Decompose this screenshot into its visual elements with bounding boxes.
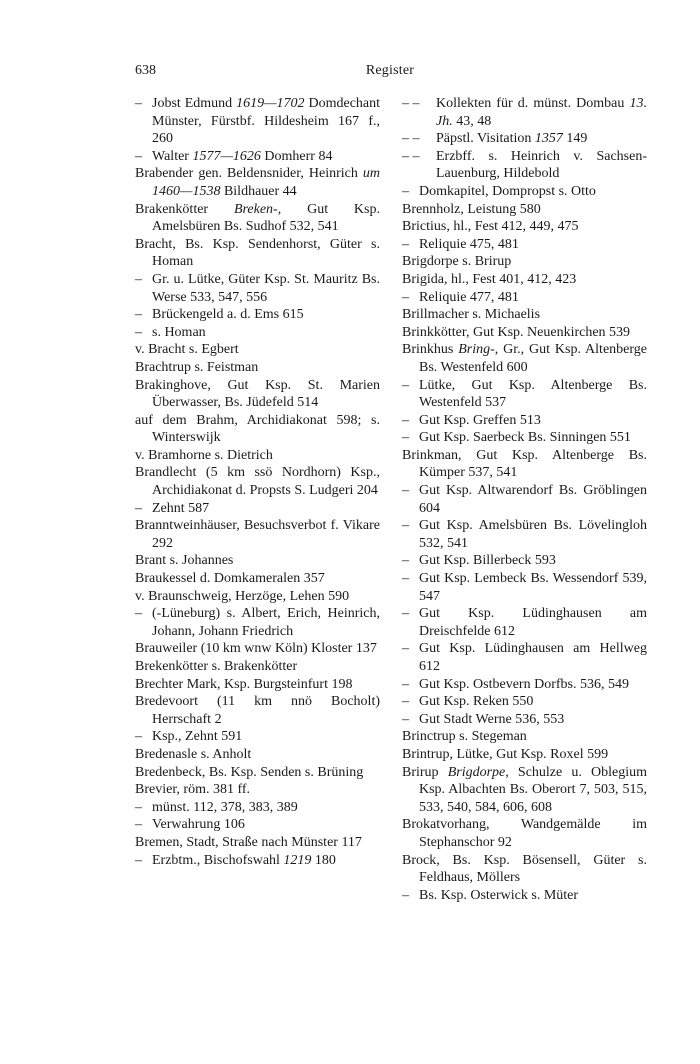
- index-entry: [135, 676, 380, 694]
- entry-text: Brachtrup s. Feistman: [135, 359, 259, 375]
- index-entry: [135, 834, 380, 852]
- index-entry: [135, 271, 380, 306]
- index-entry: [402, 852, 647, 887]
- entry-text: Bredenasle s. Anholt: [135, 746, 252, 762]
- index-entry: [402, 640, 647, 675]
- entry-text: Brirup: [402, 764, 448, 780]
- repeat-dash: –: [135, 500, 142, 516]
- entry-text: 180: [311, 852, 336, 868]
- index-entry: [402, 693, 647, 711]
- index-entry: [135, 693, 380, 728]
- entry-text: Brakinghove, Gut Ksp. St. Marien Überwasser, Bs. Jüdefeld 514: [135, 377, 380, 411]
- index-entry: [135, 412, 380, 447]
- index-entry: [402, 236, 647, 254]
- index-entry: [402, 324, 647, 342]
- entry-text: Gut Stadt Werne 536, 553: [419, 711, 565, 727]
- entry-text: , Gr., Gut Ksp. Altenberge Bs. Westenfeld 600: [419, 342, 647, 375]
- index-entry: [402, 552, 647, 570]
- index-entry: [402, 253, 647, 271]
- entry-text: Gut Ksp. Greffen 513: [419, 412, 541, 428]
- entry-text: v. Bracht s. Egbert: [135, 342, 239, 358]
- repeat-dash: –: [402, 412, 409, 428]
- entry-text: Gut Ksp. Lüdinghausen am Dreischfelde 612: [419, 606, 647, 639]
- index-entry: [402, 148, 647, 183]
- entry-text: Bredevoort (11 km nnö Bocholt) Herrschaft 2: [135, 694, 380, 727]
- italic-text: Breken-: [233, 201, 278, 217]
- index-entry: [135, 728, 380, 746]
- index-entry: [402, 306, 647, 324]
- index-entry: [135, 816, 380, 834]
- entry-text: Erzbff. s. Heinrich v. Sachsen-Lauenburg, Hildebold: [436, 148, 647, 182]
- repeat-dash: –: [135, 799, 142, 815]
- repeat-dash-double: – –: [402, 96, 420, 111]
- index-entry: [135, 201, 380, 236]
- entry-text: Gut Ksp. Lembeck Bs. Wessendorf 539, 547: [419, 571, 647, 604]
- entry-text: Verwahrung 106: [152, 817, 245, 833]
- italic-text: 1577—1626: [192, 148, 261, 164]
- index-entry: [135, 781, 380, 799]
- entry-text: Brictius, hl., Fest 412, 449, 475: [402, 219, 579, 235]
- entry-text: Gut Ksp. Lüdinghausen am Hellweg 612: [419, 641, 647, 674]
- index-entry: [402, 887, 647, 905]
- index-entry: [135, 377, 380, 412]
- index-entry: [402, 746, 647, 764]
- entry-text: Kollekten für d. münst. Dombau: [436, 96, 630, 111]
- entry-text: Gut Ksp. Amelsbüren Bs. Lövelingloh 532, 541: [419, 518, 647, 551]
- index-entry: [402, 271, 647, 289]
- entry-text: münst. 112, 378, 383, 389: [152, 799, 298, 815]
- index-entry: [402, 764, 647, 817]
- entry-text: s. Homan: [152, 324, 206, 340]
- repeat-dash-double: – –: [402, 131, 420, 147]
- italic-text: 13. Jh.: [436, 96, 647, 129]
- entry-text: Bracht, Bs. Ksp. Sendenhorst, Güter s. Homan: [135, 236, 380, 270]
- repeat-dash: –: [402, 571, 409, 587]
- repeat-dash: –: [135, 852, 142, 868]
- entry-text: , Gut Ksp. Amelsbüren Bs. Sudhof 532, 541: [152, 201, 380, 235]
- entry-text: Brekenkötter s. Brakenkötter: [135, 659, 298, 674]
- index-entry: [402, 482, 647, 517]
- index-entry: [135, 500, 380, 518]
- entry-text: Brokatvorhang, Wandgemälde im Stephanschor 92: [402, 817, 647, 850]
- repeat-dash: –: [135, 271, 142, 287]
- entry-text: Gut Ksp. Altwarendorf Bs. Gröblingen 604: [419, 483, 647, 516]
- index-entry: [135, 764, 380, 782]
- repeat-dash: –: [135, 324, 142, 340]
- repeat-dash: –: [402, 289, 409, 305]
- index-entry: [135, 165, 380, 200]
- repeat-dash: –: [402, 430, 409, 446]
- index-entry: [402, 728, 647, 746]
- page-number: 638: [135, 63, 156, 78]
- entry-text: Domdechant Münster, Fürstbf. Hildesheim 167 f., 260: [152, 96, 381, 147]
- entry-text: Brechter Mark, Ksp. Burgsteinfurt 198: [135, 676, 353, 692]
- entry-text: auf dem Brahm, Archidiakonat 598; s. Winterswijk: [135, 412, 380, 446]
- repeat-dash: –: [402, 518, 409, 534]
- entry-text: Gr. u. Lütke, Güter Ksp. St. Mauritz Bs. Werse 533, 547, 556: [152, 271, 380, 305]
- entry-text: Zehnt 587: [152, 500, 210, 516]
- repeat-dash: –: [402, 553, 409, 569]
- index-entry: [402, 412, 647, 430]
- italic-text: Brigdorpe: [447, 764, 506, 780]
- index-entry: [135, 464, 380, 499]
- index-entry: [135, 341, 380, 359]
- entry-text: Brandlecht (5 km ssö Nordhorn) Ksp., Archidiakonat d. Propsts S. Ludgeri 204: [135, 465, 380, 499]
- entry-text: Päpstl. Visitation: [436, 131, 535, 147]
- entry-text: Brillmacher s. Michaelis: [402, 307, 541, 323]
- entry-text: Brigida, hl., Fest 401, 412, 423: [402, 271, 577, 287]
- index-entry: [135, 148, 380, 166]
- entry-text: Gut Ksp. Saerbeck Bs. Sinningen 551: [419, 430, 631, 446]
- repeat-dash: –: [402, 676, 409, 692]
- repeat-dash: –: [135, 307, 142, 323]
- entry-text: Brant s. Johannes: [135, 553, 234, 569]
- italic-text: 1619—1702: [236, 96, 305, 111]
- index-entry: [135, 324, 380, 342]
- index-entry: [402, 711, 647, 729]
- entry-text: Lütke, Gut Ksp. Altenberge Bs. Westenfeld 537: [419, 377, 647, 411]
- repeat-dash: –: [135, 148, 142, 164]
- index-entry: [135, 517, 380, 552]
- entry-text: Jobst Edmund: [152, 96, 237, 111]
- index-entry: [402, 218, 647, 236]
- index-entry: [402, 816, 647, 851]
- index-entry: [135, 658, 380, 676]
- index-entry: [402, 130, 647, 148]
- repeat-dash: –: [402, 606, 409, 622]
- entry-text: Brock, Bs. Ksp. Bösensell, Güter s. Feldhaus, Möllers: [402, 852, 647, 886]
- entry-text: Brakenkötter: [135, 201, 234, 217]
- entry-text: Brintrup, Lütke, Gut Ksp. Roxel 599: [402, 746, 609, 762]
- index-entry: [135, 447, 380, 465]
- repeat-dash: –: [402, 711, 409, 727]
- entry-text: Erzbtm., Bischofswahl: [152, 852, 284, 868]
- repeat-dash: –: [402, 887, 409, 903]
- entry-text: Domherr 84: [260, 148, 333, 164]
- index-entry: [135, 852, 380, 870]
- index-entry: [402, 517, 647, 552]
- entry-text: 149: [562, 131, 588, 147]
- repeat-dash: –: [135, 606, 142, 622]
- index-entry: [135, 306, 380, 324]
- entry-text: (-Lüneburg) s. Albert, Erich, Heinrich, Johann, Johann Friedrich: [152, 606, 380, 639]
- repeat-dash: –: [135, 817, 142, 833]
- repeat-dash: –: [402, 236, 409, 252]
- entry-text: Brabender gen. Beldensnider, Heinrich: [135, 166, 363, 182]
- entry-text: Reliquie 475, 481: [419, 236, 519, 252]
- repeat-dash-double: – –: [402, 148, 420, 164]
- index-entry: [402, 447, 647, 482]
- index-entry: [402, 570, 647, 605]
- index-entry: [402, 605, 647, 640]
- entry-text: Branntweinhäuser, Besuchsverbot f. Vikare 292: [135, 518, 380, 551]
- index-entry: [402, 95, 647, 130]
- entry-text: Bildhauer 44: [220, 183, 297, 199]
- entry-text: Brückengeld a. d. Ems 615: [152, 307, 304, 323]
- index-entry: [135, 799, 380, 817]
- index-entry: [402, 201, 647, 219]
- index-entry: [402, 289, 647, 307]
- entry-text: Brinkman, Gut Ksp. Altenberge Bs. Kümper 537, 541: [402, 447, 647, 481]
- index-entry: [402, 341, 647, 376]
- entry-text: Gut Ksp. Reken 550: [419, 694, 534, 710]
- index-entry: [135, 605, 380, 640]
- index-entry: [402, 676, 647, 694]
- running-head: Register: [365, 63, 415, 78]
- repeat-dash: –: [135, 96, 142, 111]
- index-entry: [135, 236, 380, 271]
- entry-text: Bs. Ksp. Osterwick s. Müter: [419, 887, 579, 903]
- index-entry: [135, 746, 380, 764]
- italic-text: um 1460—1538: [152, 166, 380, 199]
- entry-text: Bremen, Stadt, Straße nach Münster 117: [135, 834, 362, 850]
- index-entry: [135, 359, 380, 377]
- repeat-dash: –: [402, 694, 409, 710]
- index-entry: [135, 588, 380, 606]
- entry-text: Gut Ksp. Ostbevern Dorfbs. 536, 549: [419, 676, 629, 692]
- entry-text: Brinkhus: [402, 342, 459, 358]
- index-entry: [135, 640, 380, 658]
- italic-text: 1219: [283, 852, 312, 868]
- repeat-dash: –: [402, 641, 409, 657]
- index-entry: [402, 183, 647, 201]
- entry-text: Gut Ksp. Billerbeck 593: [419, 553, 556, 569]
- index-column-right: [402, 95, 647, 904]
- entry-text: Domkapitel, Dompropst s. Otto: [419, 183, 596, 199]
- index-entry: [402, 429, 647, 447]
- entry-text: Brennholz, Leistung 580: [402, 201, 541, 217]
- entry-text: Brinkkötter, Gut Ksp. Neuenkirchen 539: [402, 324, 631, 340]
- entry-text: Brevier, röm. 381 ff.: [135, 782, 251, 798]
- italic-text: 1357: [534, 131, 563, 147]
- index-entry: [402, 377, 647, 412]
- index-entry: [135, 570, 380, 588]
- entry-text: Bredenbeck, Bs. Ksp. Senden s. Brüning: [135, 764, 364, 780]
- repeat-dash: –: [402, 183, 409, 199]
- entry-text: Ksp., Zehnt 591: [152, 729, 243, 745]
- repeat-dash: –: [135, 729, 142, 745]
- index-entry: [135, 552, 380, 570]
- entry-text: Walter: [152, 148, 193, 164]
- entry-text: Brauweiler (10 km wnw Köln) Kloster 137: [135, 641, 377, 657]
- italic-text: Bring-: [458, 342, 495, 358]
- entry-text: Brinctrup s. Stegeman: [402, 729, 527, 745]
- entry-text: Braukessel d. Domkameralen 357: [135, 571, 325, 587]
- entry-text: Reliquie 477, 481: [419, 289, 519, 305]
- index-column-left: [135, 95, 380, 869]
- entry-text: v. Braunschweig, Herzöge, Lehen 590: [135, 588, 350, 604]
- entry-text: 43, 48: [452, 113, 492, 129]
- entry-text: Brigdorpe s. Brirup: [402, 254, 512, 270]
- entry-text: , Schulze u. Oblegium Ksp. Albachten Bs. Oberort 7, 503, 515, 533, 540, 584, 606, 608: [419, 764, 647, 815]
- repeat-dash: –: [402, 483, 409, 499]
- index-entry: [135, 95, 380, 148]
- repeat-dash: –: [402, 377, 409, 393]
- entry-text: v. Bramhorne s. Dietrich: [135, 447, 273, 463]
